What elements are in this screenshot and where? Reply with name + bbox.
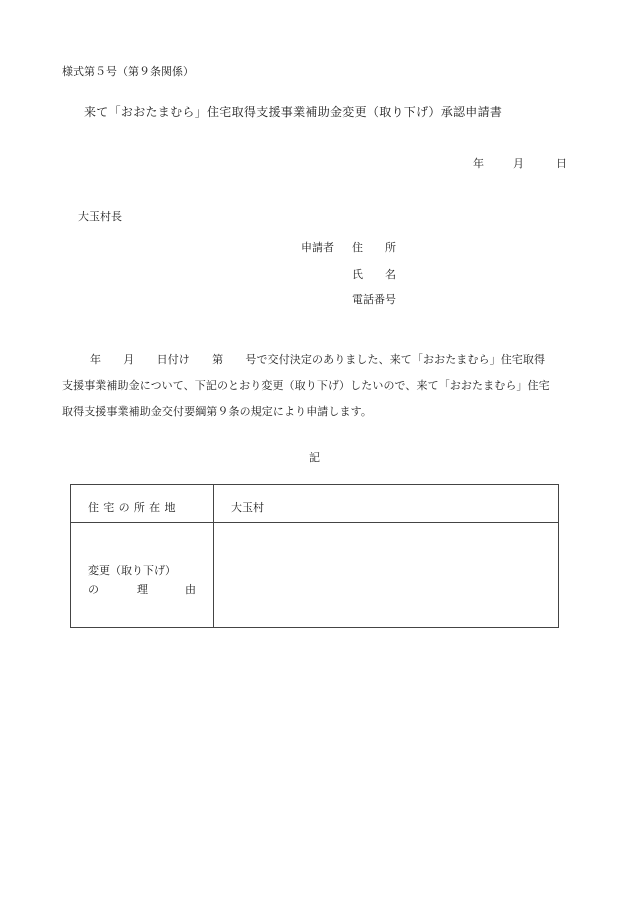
form-number: 様式第５号（第９条関係） [62, 65, 194, 78]
document-title: 来て「おおたまむら」住宅取得支援事業補助金変更（取り下げ）承認申請書 [84, 105, 503, 119]
applicant-name-label: 氏 名 [352, 268, 396, 281]
date-year-label: 年 [473, 157, 484, 170]
body-text-line: 年 月 日付け 第 号で交付決定のありました、来て「おおたまむら」住宅取得 [90, 353, 546, 366]
applicant-label: 申請者 [301, 241, 334, 254]
location-value: 大玉村 [231, 501, 264, 514]
table-divider-vertical [213, 485, 214, 627]
ki-heading: 記 [309, 451, 320, 464]
reason-label-char: 理 [137, 583, 148, 596]
reason-label-char: 由 [185, 583, 196, 596]
date-month-label: 月 [513, 157, 524, 170]
applicant-address-label: 住 所 [352, 241, 396, 254]
reason-label-char: の [88, 583, 99, 596]
location-label: 住 宅 の 所 在 地 [88, 501, 176, 514]
body-text-line: 取得支援事業補助金交付要綱第９条の規定により申請します。 [62, 405, 372, 418]
applicant-phone-label: 電話番号 [352, 293, 396, 306]
details-table [70, 484, 559, 628]
addressee: 大玉村長 [78, 210, 122, 223]
date-day-label: 日 [556, 157, 567, 170]
reason-label-line1: 変更（取り下げ） [88, 564, 176, 577]
table-divider-horizontal [71, 522, 558, 523]
body-text-line: 支援事業補助金について、下記のとおり変更（取り下げ）したいので、来て「おおたまむら」住宅 [62, 379, 550, 392]
